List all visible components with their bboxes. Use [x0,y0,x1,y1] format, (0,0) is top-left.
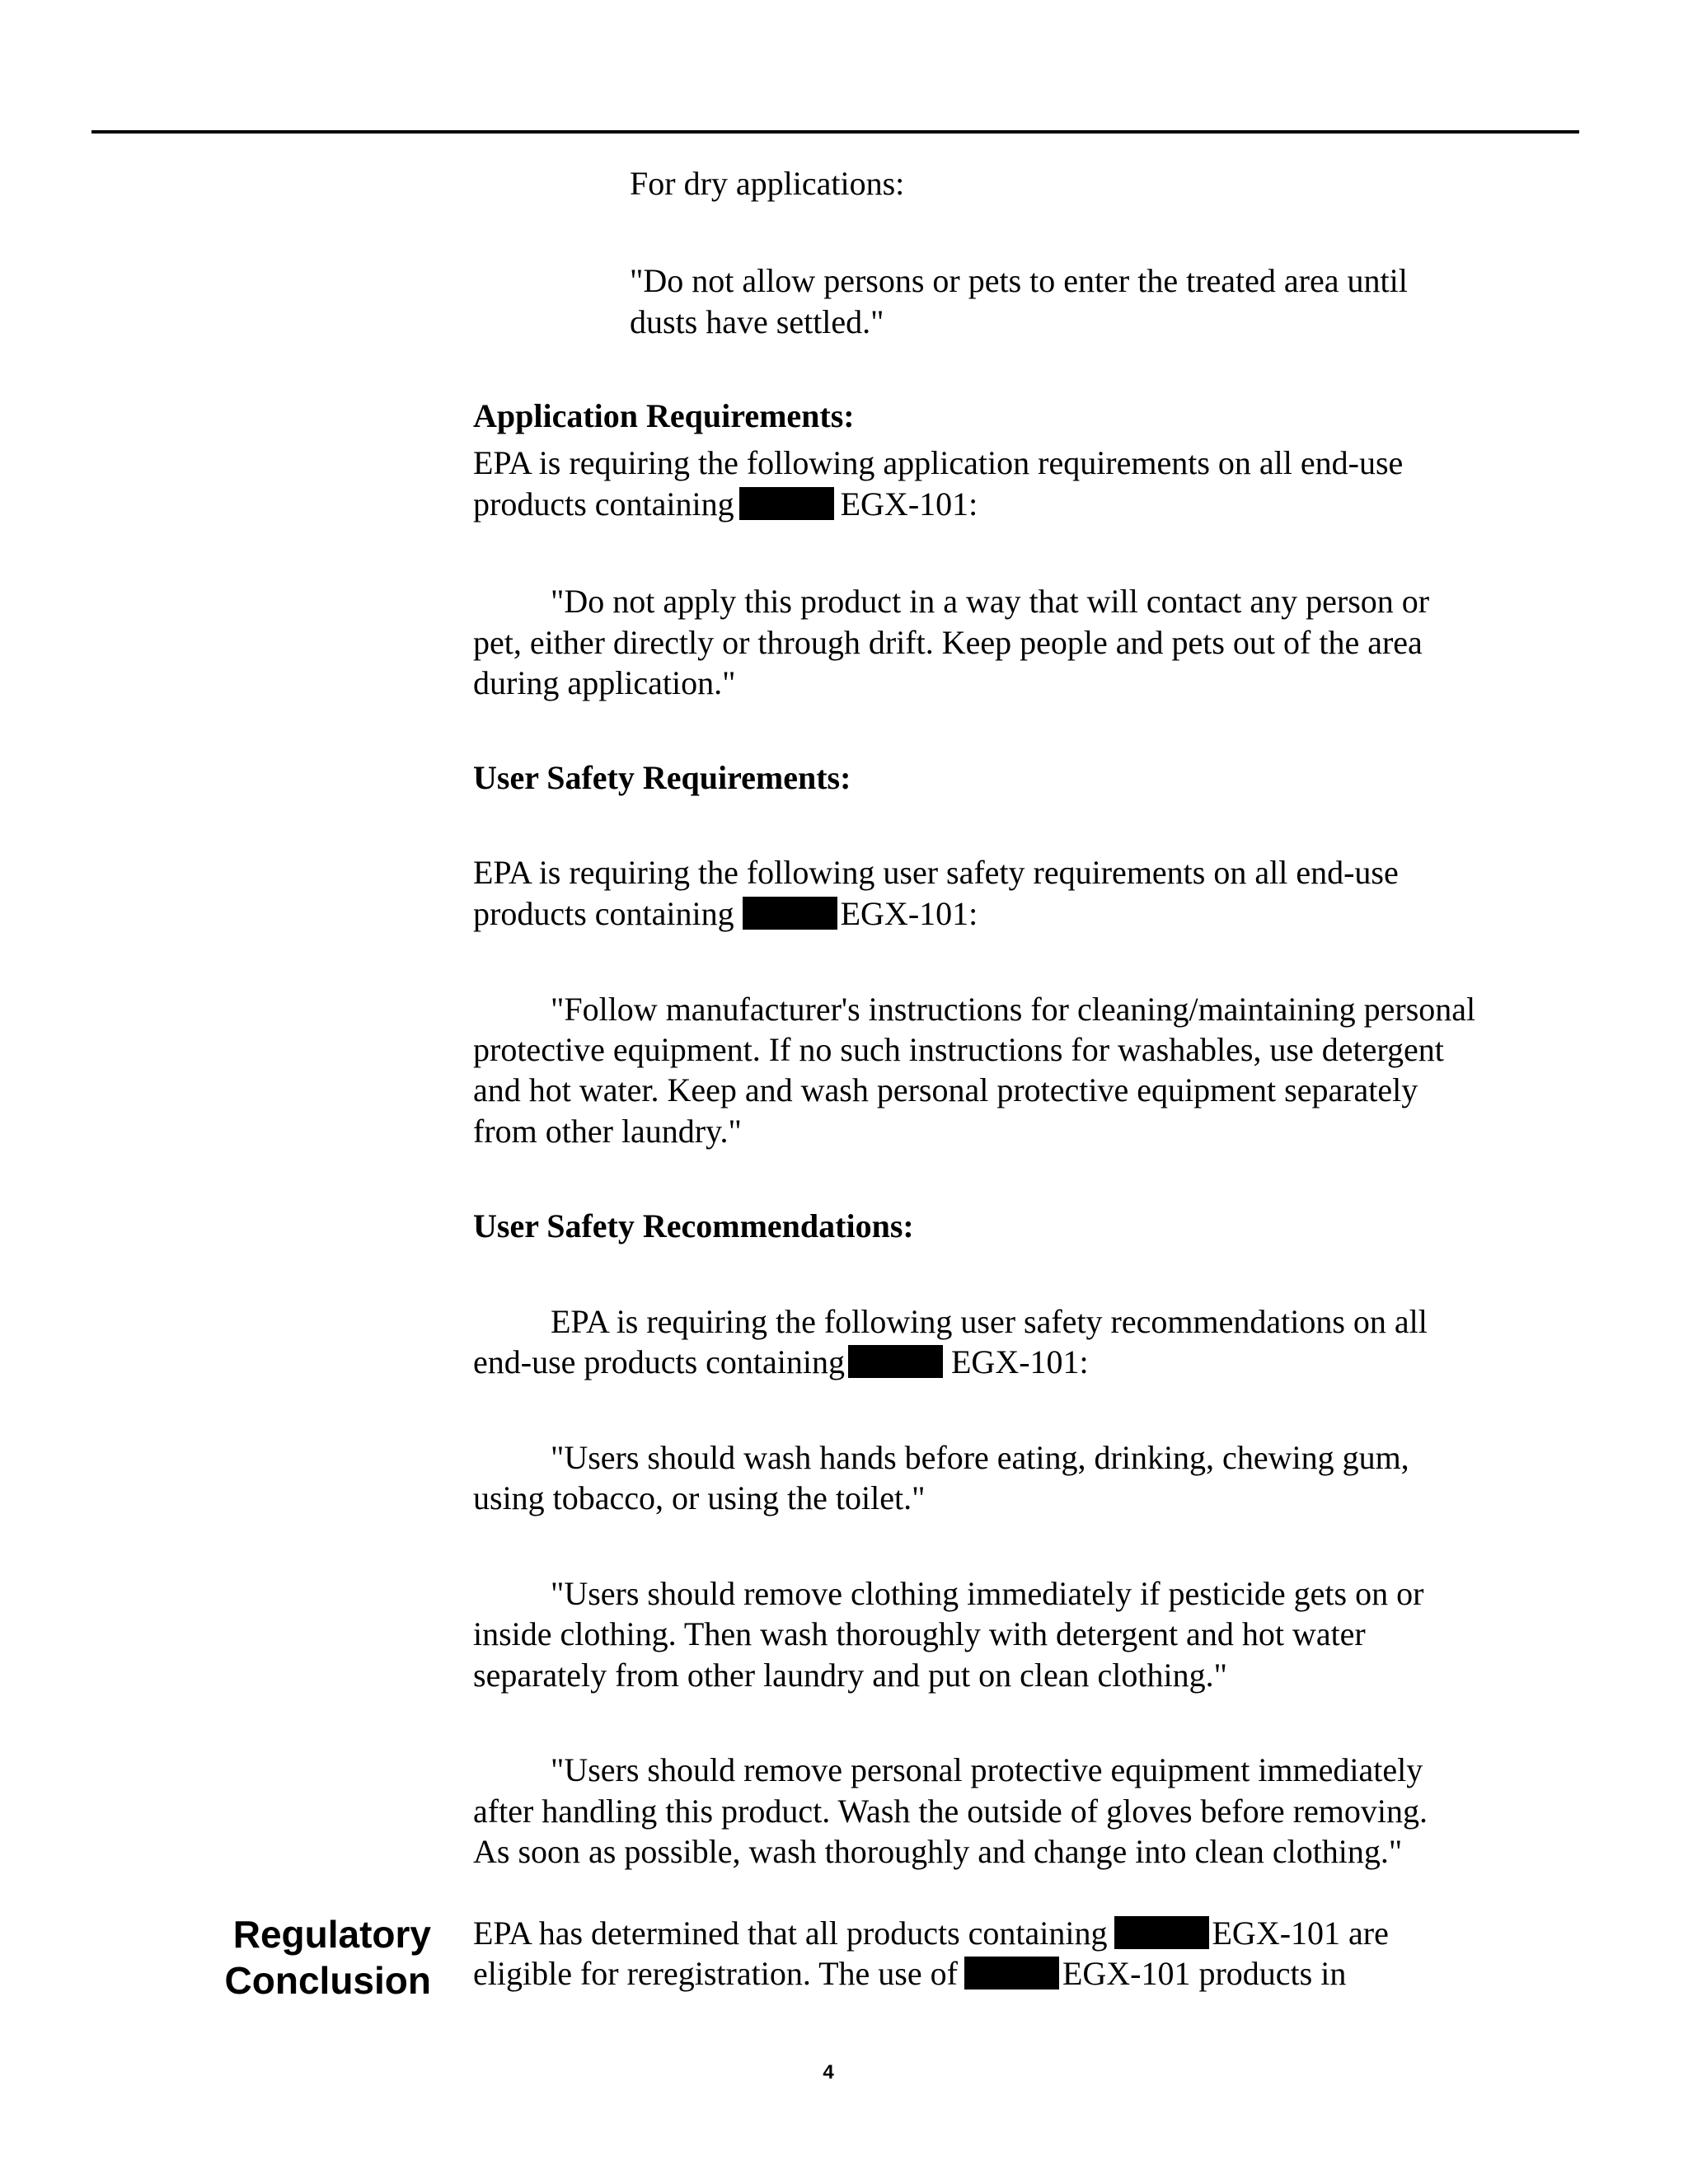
user-safety-recommendations-heading: User Safety Recommendations: [473,1207,914,1244]
user-safety-requirements-quote-line: from other laundry." [473,1113,742,1150]
recommendation-line: separately from other laundry and put on clean clothing." [473,1657,1227,1694]
regulatory-conclusion-sidebar-heading [225,1911,431,2004]
sidebar-heading-line: Conclusion [224,1959,431,2002]
redaction-box [739,487,834,520]
user-safety-requirements-quote-line: and hot water. Keep and wash personal protective equipment separately [473,1071,1418,1108]
conclusion-suffix: EGX-101 are [1212,1915,1389,1952]
conclusion-prefix: eligible for reregistration. The use of [473,1955,958,1992]
regulatory-conclusion-line [473,1953,1346,1994]
recommendation-line: As soon as possible, wash thoroughly and change into clean clothing." [473,1833,1403,1870]
page-number: 4 [823,2061,834,2083]
redaction-box [848,1345,943,1378]
intro-suffix: EGX-101: [951,1343,1089,1380]
intro-prefix: products containing [473,895,734,932]
redaction-box [964,1957,1059,1990]
application-requirements-quote-line: pet, either directly or through drift. Keep people and pets out of the area [473,624,1423,661]
recommendation-line: "Users should wash hands before eating, drinking, chewing gum, [551,1439,1409,1476]
sidebar-heading-line: Regulatory [232,1913,431,1956]
recommendation-line: "Users should remove clothing immediately if pesticide gets on or [551,1575,1424,1612]
application-requirements-quote-line: "Do not apply this product in a way that will contact any person or [551,583,1430,620]
conclusion-suffix: EGX-101 products in [1062,1955,1347,1992]
regulatory-conclusion-line [473,1913,1389,1954]
dry-applications-quote-line: dusts have settled." [630,303,884,340]
recommendation-line: using tobacco, or using the toilet." [473,1479,926,1516]
intro-prefix: end-use products containing [473,1343,845,1380]
user-safety-requirements-intro-line [473,893,978,935]
redaction-box [743,897,837,930]
intro-suffix: EGX-101: [840,485,978,523]
application-requirements-heading: Application Requirements: [473,397,855,434]
recommendation-line: inside clothing. Then wash thoroughly with detergent and hot water [473,1615,1366,1652]
application-requirements-intro-line: EPA is requiring the following application requirements on all end-use [473,444,1404,481]
user-safety-recommendations-intro-line [473,1342,1089,1383]
conclusion-prefix: EPA has determined that all products containing [473,1915,1108,1952]
user-safety-requirements-intro-line: EPA is requiring the following user safety requirements on all end-use [473,854,1399,891]
recommendation-line: after handling this product. Wash the outside of gloves before removing. [473,1793,1428,1830]
application-requirements-intro-line [473,484,978,525]
user-safety-requirements-quote-line: "Follow manufacturer's instructions for cleaning/maintaining personal [551,991,1476,1028]
user-safety-recommendations-intro-line: EPA is requiring the following user safety recommendations on all [551,1303,1428,1340]
intro-suffix: EGX-101: [840,895,978,932]
dry-applications-label: For dry applications: [630,165,905,202]
user-safety-requirements-heading: User Safety Requirements: [473,759,851,796]
user-safety-requirements-quote-line: protective equipment. If no such instructions for washables, use detergent [473,1031,1444,1068]
intro-prefix: products containing [473,485,734,523]
recommendation-line: "Users should remove personal protective equipment immediately [551,1751,1423,1788]
header-rule [91,130,1579,134]
redaction-box [1114,1916,1209,1949]
dry-applications-quote-line: "Do not allow persons or pets to enter the treated area until [630,262,1408,299]
application-requirements-quote-line: during application." [473,664,736,701]
